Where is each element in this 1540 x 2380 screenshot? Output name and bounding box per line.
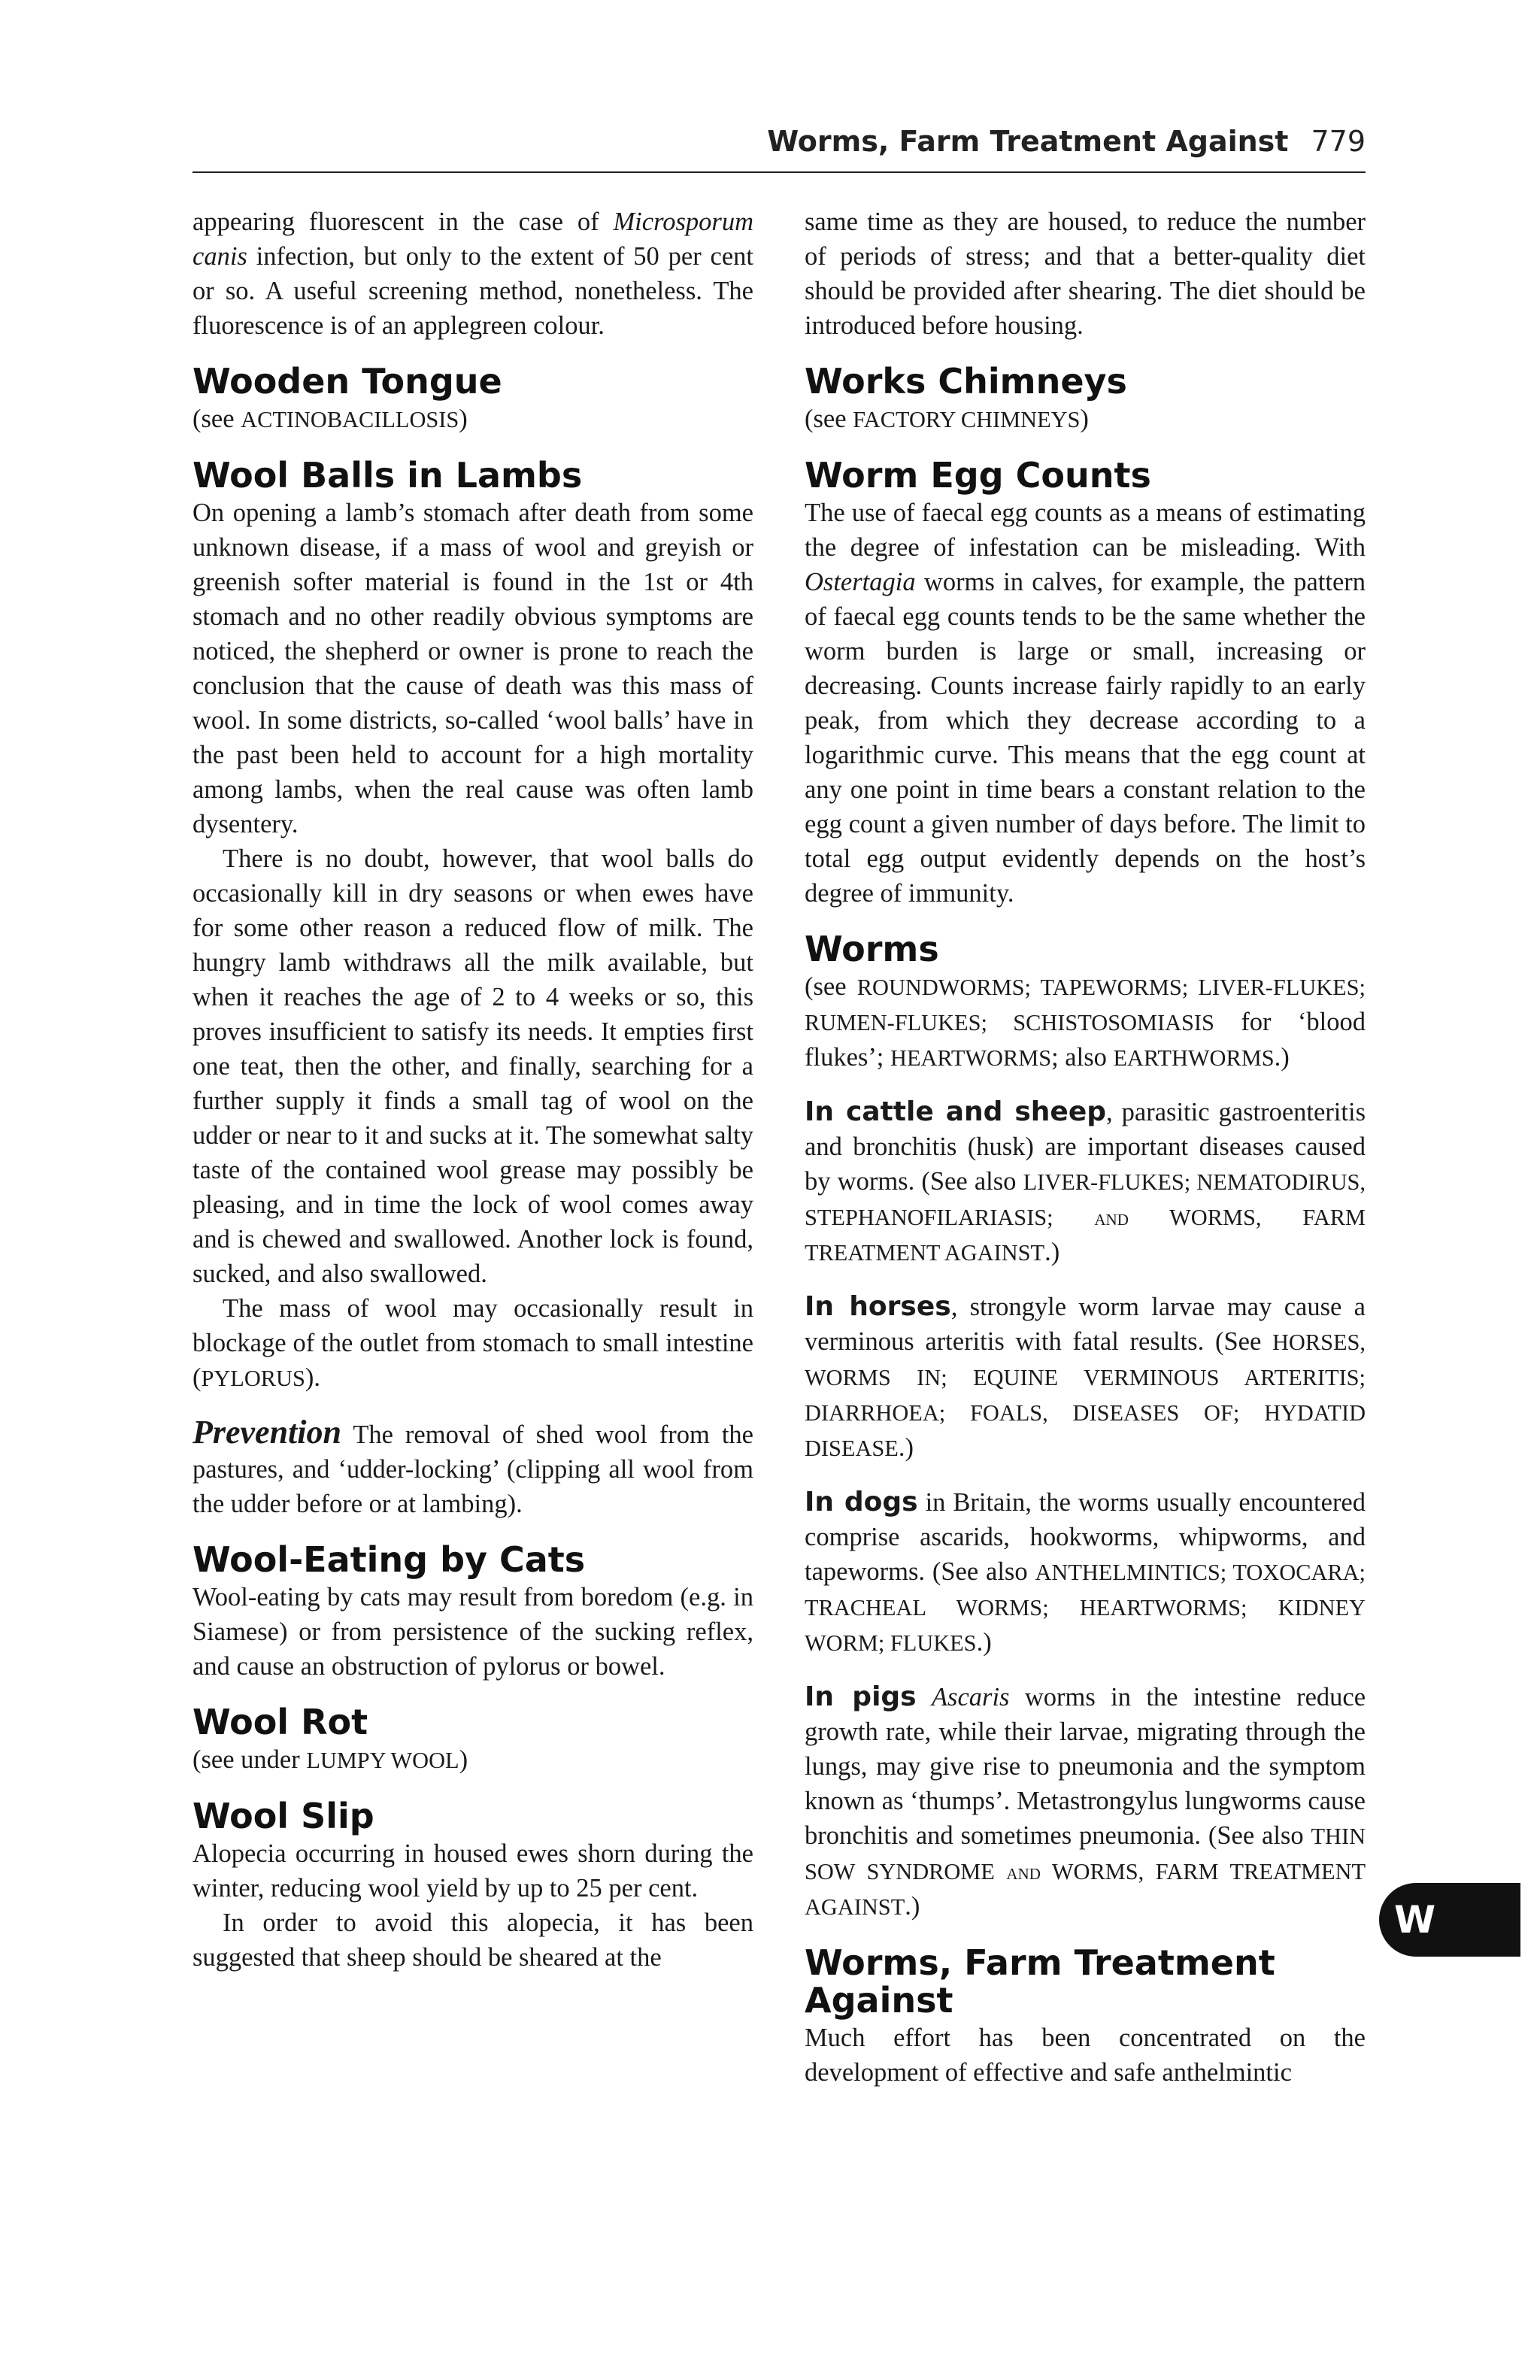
cross-reference-link[interactable]: FACTORY CHIMNEYS: [853, 407, 1081, 432]
cross-reference-link[interactable]: EARTHWORMS: [1113, 1045, 1275, 1071]
subentry-label: In dogs: [805, 1487, 918, 1517]
body-paragraph: On opening a lamb’s stomach after death from some unknown disease, if a mass of wool and greyish or greenish softer material is found in the 1st or 4th stomach and no other readily obvious symptoms are noticed, the shepherd or owner is prone to reach the conclusion that the cause of death was this mass of wool. In some districts, so-called ‘wool balls’ have in the past been held to account for a high mortality among lambs, when the real cause was often lamb dysentery.: [192, 499, 753, 838]
prevention-paragraph: Prevention The removal of shed wool from the pastures, and ‘udder-locking’ (clipping all wool from the udder before or at lambing).: [192, 1414, 753, 1518]
subentry-cattle: In cattle and sheep, parasitic gastroenteritis and bronchitis (husk) are important diseases caused by worms. (See also LIVER-FLUKES; NEMATODIRUS, STEPHANOFILARIASIS; and WORMS, FARM TREATMENT AGAINST.): [805, 1096, 1366, 1266]
subentry-horses: In horses, strongyle worm larvae may cause a verminous arteritis with fatal results. (See HORSES, WORMS IN; EQUINE VERMINOUS ARTERITIS; DIARRHOEA; FOALS, DISEASES OF; HYDATID DISEASE.): [805, 1291, 1366, 1462]
entry-heading-wool-balls: Wool Balls in Lambs: [192, 455, 583, 496]
running-head: [192, 125, 1366, 158]
body-paragraph: Wool-eating by cats may result from boredom (e.g. in Siamese) or from persistence of the sucking reflex, and cause an obstruction of pylorus or bowel.: [192, 1583, 753, 1681]
cross-reference-link[interactable]: THIN SOW SYNDROME and WORMS, FARM TREATMENT AGAINST: [805, 1824, 1366, 1920]
left-column: [192, 205, 753, 1975]
cross-reference: (see ACTINOBACILLOSIS): [192, 405, 468, 433]
subentry-pigs: In pigs Ascaris worms in the intestine reduce growth rate, while their larvae, migrating through the lungs, may give rise to pneumonia and the symptom known as ‘thumps’. Metastrongylus lungworms cause bronchitis and sometimes pneumonia. (See also THIN SOW SYNDROME and WORMS, FARM TREATMENT AGAINST.): [805, 1681, 1366, 1921]
cross-reference-link[interactable]: LUMPY WOOL: [306, 1748, 459, 1773]
cross-reference-link[interactable]: ANTHELMINTICS; TOXOCARA; TRACHEAL WORMS; HEARTWORMS; KIDNEY WORM; FLUKES: [805, 1560, 1366, 1656]
cross-reference-link[interactable]: HORSES, WORMS IN; EQUINE VERMINOUS ARTERITIS; DIARRHOEA; FOALS, DISEASES OF; HYDATID DISEASE: [805, 1329, 1366, 1461]
continued-paragraph: appearing fluorescent in the case of Microsporum canis infection, but only to the extent of 50 per cent or so. A useful screening method, nonetheless. The fluorescence is of an applegreen colour.: [192, 208, 753, 340]
subentry-label: In cattle and sheep: [805, 1096, 1106, 1127]
entry-heading-wool-rot: Wool Rot: [192, 1702, 368, 1742]
body-paragraph: The mass of wool may occasionally result in blockage of the outlet from stomach to small intestine (PYLORUS).: [192, 1294, 753, 1392]
right-column: [805, 205, 1366, 2090]
subentry-label: In pigs: [805, 1681, 917, 1712]
body-paragraph: Much effort has been concentrated on the development of effective and safe anthelmintic: [805, 2024, 1366, 2087]
cross-reference: (see under LUMPY WOOL): [192, 1745, 468, 1774]
cross-reference: (see FACTORY CHIMNEYS): [805, 405, 1089, 433]
thumb-index-tab: W: [1379, 1883, 1520, 1957]
cross-reference-link[interactable]: LIVER-FLUKES; NEMATODIRUS, STEPHANOFILARIASIS; and WORMS, FARM TREATMENT AGAINST: [805, 1169, 1366, 1266]
subentry-dogs: In dogs in Britain, the worms usually encountered comprise ascarids, hookworms, whipworms, and tapeworms. (See also ANTHELMINTICS; TOXOCARA; TRACHEAL WORMS; HEARTWORMS; KIDNEY WORM; FLUKES.): [805, 1487, 1366, 1657]
entry-heading-worms-farm-treatment: Worms, Farm Treatment Against: [805, 1942, 1275, 2021]
cross-reference-link[interactable]: PYLORUS: [201, 1366, 305, 1391]
body-paragraph: There is no doubt, however, that wool balls do occasionally kill in dry seasons or when ewes have for some other reason a reduced flow of milk. The hungry lamb withdraws all the milk available, but when it reaches the age of 2 to 4 weeks or so, this proves insufficient to satisfy its needs. It empties first one teat, then the other, and finally, searching for a further supply it finds a small tag of wool on the udder or near to it and sucks at it. The somewhat salty taste of the contained wool grease may possibly be pleasing, and in time the lock of wool comes away and is chewed and swallowed. Another lock is found, sucked, and also swallowed.: [192, 844, 753, 1288]
prevention-label: Prevention: [192, 1414, 341, 1451]
cross-reference: (see ROUNDWORMS; TAPEWORMS; LIVER-FLUKES; RUMEN-FLUKES; SCHISTOSOMIASIS for ‘blood flukes’; HEARTWORMS; also EARTHWORMS.): [805, 972, 1366, 1072]
entry-heading-worms: Worms: [805, 929, 939, 969]
cross-reference-link[interactable]: ACTINOBACILLOSIS: [241, 407, 459, 432]
cross-reference-link[interactable]: ROUNDWORMS; TAPEWORMS; LIVER-FLUKES; RUMEN-FLUKES; SCHISTOSOMIASIS: [805, 975, 1366, 1035]
body-paragraph: Alopecia occurring in housed ewes shorn during the winter, reducing wool yield by up to 25 per cent.: [192, 1839, 753, 1902]
header-rule: [192, 171, 1366, 173]
page-number: 779: [1311, 125, 1366, 158]
entry-heading-wool-eating: Wool-Eating by Cats: [192, 1539, 586, 1580]
subentry-label: In horses: [805, 1291, 951, 1322]
entry-heading-wooden-tongue: Wooden Tongue: [192, 361, 502, 402]
cross-reference-link[interactable]: HEARTWORMS: [890, 1045, 1052, 1071]
entry-heading-wool-slip: Wool Slip: [192, 1796, 374, 1836]
continued-paragraph: same time as they are housed, to reduce the number of periods of stress; and that a better-quality diet should be provided after shearing. The diet should be introduced before housing.: [805, 208, 1366, 340]
running-title: Worms, Farm Treatment Against: [767, 125, 1289, 158]
body-paragraph: The use of faecal egg counts as a means of estimating the degree of infestation can be misleading. With Ostertagia worms in calves, for example, the pattern of faecal egg counts tends to be the same whether the worm burden is large or small, increasing or decreasing. Counts increase fairly rapidly to an early peak, from which they decrease according to a logarithmic curve. This means that the egg count at any one point in time bears a constant relation to the egg count a given number of days before. The limit to total egg output evidently depends on the host’s degree of immunity.: [805, 499, 1366, 908]
body-paragraph: In order to avoid this alopecia, it has been suggested that sheep should be sheared at the: [192, 1909, 753, 1972]
entry-heading-works-chimneys: Works Chimneys: [805, 361, 1127, 402]
entry-heading-worm-egg-counts: Worm Egg Counts: [805, 455, 1151, 496]
